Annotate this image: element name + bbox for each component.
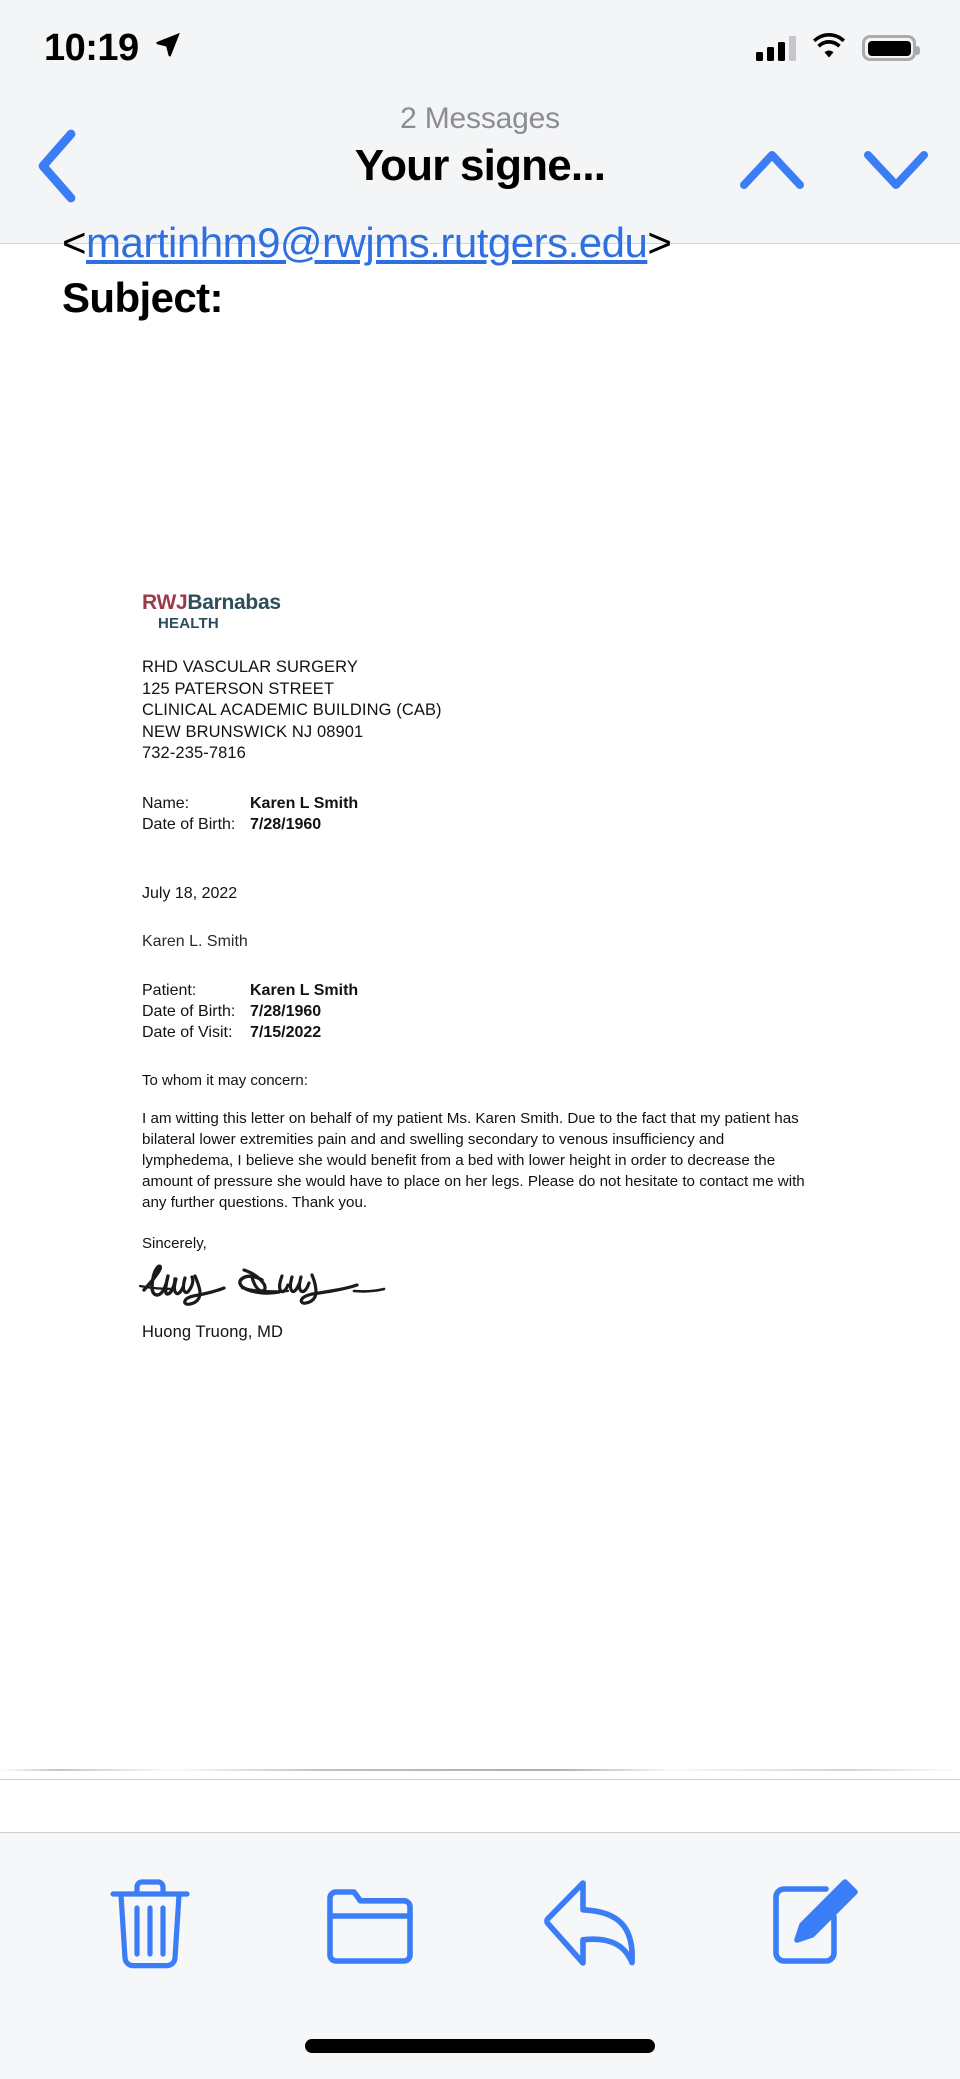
logo-barnabas-text: Barnabas bbox=[187, 591, 281, 614]
reply-button[interactable] bbox=[530, 1865, 650, 1985]
field-value: 7/28/1960 bbox=[250, 1002, 322, 1020]
practice-address-block bbox=[142, 657, 842, 765]
subject-label: Subject: bbox=[62, 274, 223, 321]
address-line: RHD VASCULAR SURGERY bbox=[142, 658, 358, 676]
back-button[interactable] bbox=[22, 128, 92, 208]
navigation-title-block bbox=[0, 98, 960, 194]
compose-icon bbox=[766, 1877, 854, 1974]
next-message-button[interactable] bbox=[856, 134, 936, 208]
delete-button[interactable] bbox=[90, 1865, 210, 1985]
address-line: NEW BRUNSWICK NJ 08901 bbox=[142, 722, 364, 741]
signer-name: Huong Truong, MD bbox=[142, 1322, 284, 1341]
email-header bbox=[0, 219, 960, 334]
cellular-signal-icon bbox=[756, 35, 796, 61]
chevron-down-icon bbox=[864, 147, 928, 196]
previous-message-button[interactable] bbox=[732, 134, 812, 208]
letter-closing: Sincerely, bbox=[142, 1234, 207, 1252]
field-value: Karen L Smith bbox=[250, 981, 359, 999]
letter-content bbox=[142, 592, 842, 1342]
field-value: Karen L Smith bbox=[250, 794, 359, 812]
patient-details-block bbox=[142, 980, 842, 1043]
field-row bbox=[142, 793, 842, 814]
rwjbarnabas-health-logo bbox=[142, 592, 842, 631]
trash-icon bbox=[107, 1876, 193, 1975]
field-label: Patient: bbox=[142, 981, 197, 999]
move-to-folder-button[interactable] bbox=[310, 1865, 430, 1985]
from-open-bracket: < bbox=[62, 219, 87, 266]
field-label: Name: bbox=[142, 794, 190, 812]
home-indicator-area bbox=[0, 2017, 960, 2079]
field-label: Date of Birth: bbox=[142, 1002, 236, 1020]
address-line: 732-235-7816 bbox=[142, 744, 246, 762]
page-scan-artifact-line bbox=[0, 1769, 960, 1771]
letter-salutation: To whom it may concern: bbox=[142, 1071, 308, 1089]
status-bar-left bbox=[44, 25, 183, 67]
message-count-label: 2 Messages bbox=[400, 102, 560, 135]
field-row bbox=[142, 1001, 842, 1022]
document-bottom-divider bbox=[0, 1779, 960, 1780]
field-row bbox=[142, 814, 842, 835]
handwritten-signature bbox=[138, 1256, 842, 1317]
field-value: 7/15/2022 bbox=[250, 1023, 322, 1041]
field-row bbox=[142, 980, 842, 1001]
sender-email-link[interactable]: martinhm9@rwjms.rutgers.edu bbox=[86, 219, 648, 266]
field-value: 7/28/1960 bbox=[250, 815, 322, 833]
letter-addressee: Karen L. Smith bbox=[142, 932, 248, 950]
email-from-line bbox=[62, 218, 960, 268]
from-close-bracket: > bbox=[647, 219, 672, 266]
message-toolbar bbox=[0, 1832, 960, 2017]
folder-icon bbox=[324, 1879, 416, 1972]
logo-health-text: HEALTH bbox=[158, 615, 219, 632]
chevron-left-icon bbox=[35, 130, 79, 207]
field-label: Date of Birth: bbox=[142, 815, 236, 833]
status-bar bbox=[0, 0, 960, 92]
status-time: 10:19 bbox=[44, 27, 139, 69]
letter-date: July 18, 2022 bbox=[142, 884, 238, 902]
battery-icon bbox=[862, 35, 916, 61]
letter-body-paragraph: I am witting this letter on behalf of my patient Ms. Karen Smith. Due to the fact that my patient has bilateral lower extremities pain and and swelling secondary to venous insufficiency and lymphedema, I believe she would benefit from a bed with lower height in order to decrease the amount of pressure she would have to place on her legs. Please do not hesitate to contact me with any further questions. Thank you. bbox=[142, 1109, 805, 1211]
compose-button[interactable] bbox=[750, 1865, 870, 1985]
logo-rwj-text: RWJ bbox=[142, 591, 188, 614]
chevron-up-icon bbox=[740, 147, 804, 196]
status-bar-right bbox=[756, 29, 916, 64]
reply-arrow-icon bbox=[540, 1877, 640, 1974]
address-line: 125 PATERSON STREET bbox=[142, 679, 335, 698]
address-line: CLINICAL ACADEMIC BUILDING (CAB) bbox=[142, 701, 442, 719]
home-indicator[interactable] bbox=[305, 2039, 655, 2053]
patient-identity-block bbox=[142, 793, 842, 835]
field-label: Date of Visit: bbox=[142, 1023, 233, 1041]
location-arrow-icon bbox=[153, 29, 183, 64]
attachment-document-page[interactable] bbox=[0, 334, 960, 1807]
field-row bbox=[142, 1022, 842, 1043]
page-title: Your signe... bbox=[354, 141, 606, 190]
wifi-icon bbox=[812, 33, 846, 64]
